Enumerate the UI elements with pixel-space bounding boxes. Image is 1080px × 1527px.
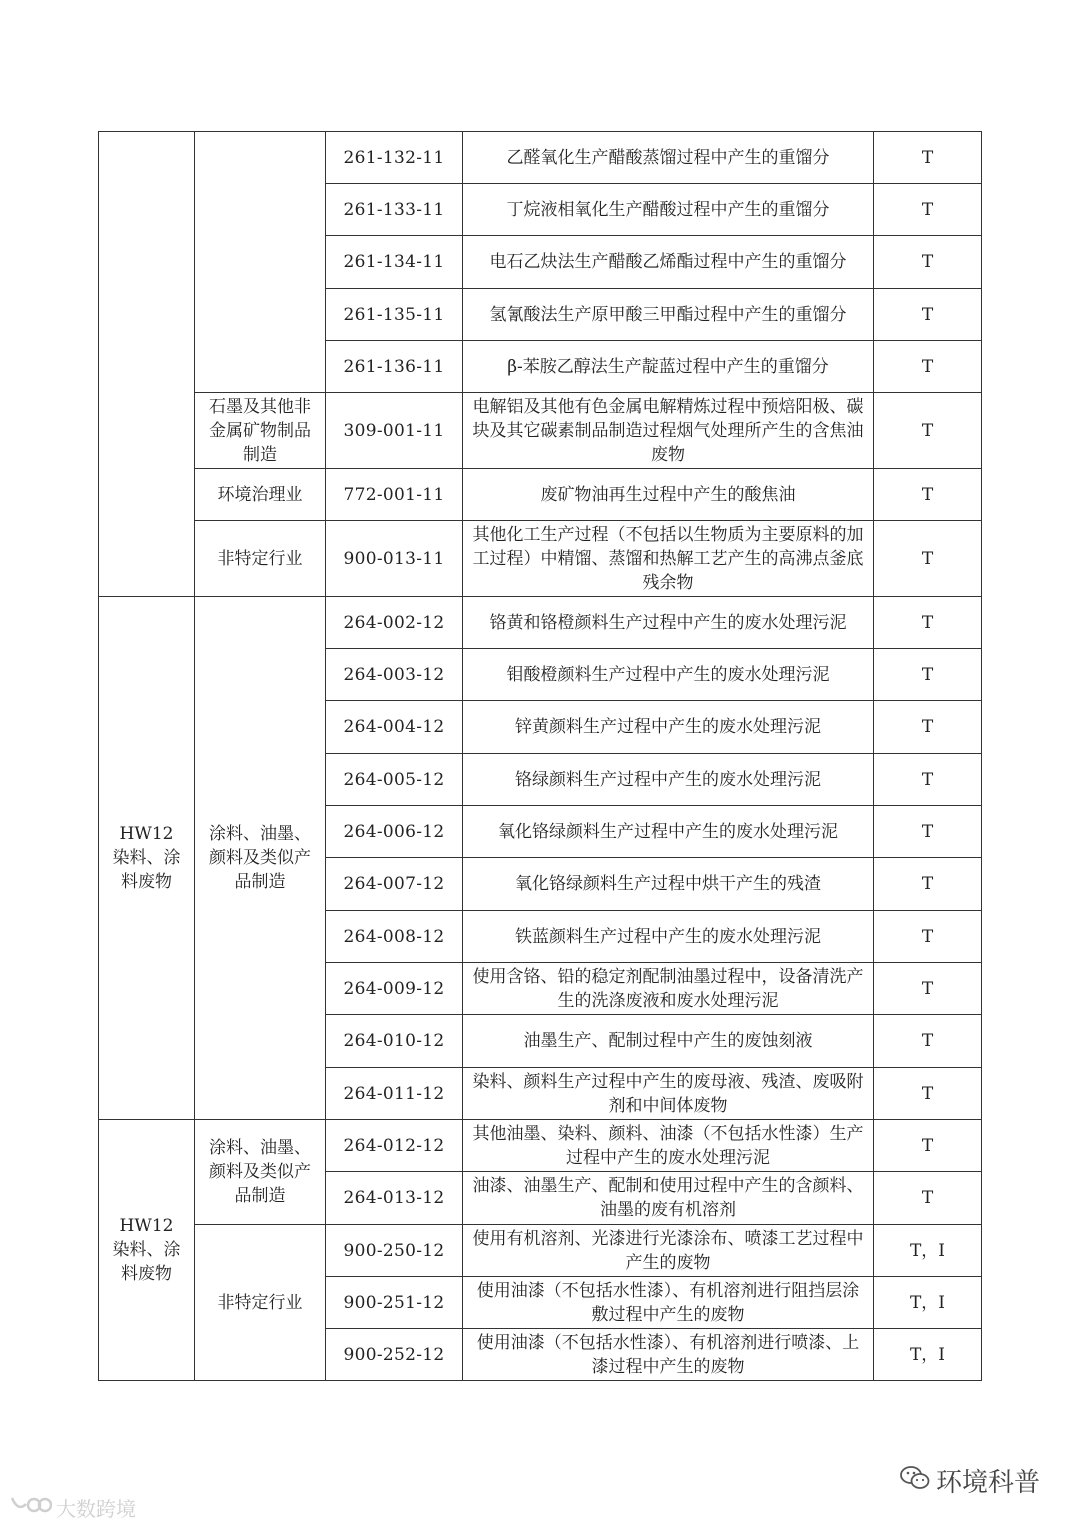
hazard-property: T (874, 1172, 982, 1225)
hazard-property: T (874, 963, 982, 1015)
watermark-brand (8, 1493, 136, 1522)
hazard-property: T (874, 858, 982, 911)
waste-description: 锌黄颜料生产过程中产生的废水处理污泥 (463, 701, 874, 754)
waste-code: 261-135-11 (326, 289, 463, 341)
waste-description: 铬绿颜料生产过程中产生的废水处理污泥 (463, 754, 874, 806)
brand-logo-icon (8, 1494, 52, 1521)
category-code: HW12 (119, 824, 174, 844)
hazard-property: T (874, 132, 982, 184)
waste-code: 264-007-12 (326, 858, 463, 911)
category-cell-hw12 (99, 1120, 195, 1381)
waste-code: 264-010-12 (326, 1015, 463, 1068)
table-row (99, 1120, 982, 1172)
waste-code: 772-001-11 (326, 469, 463, 521)
category-name: 染料、涂料废物 (112, 848, 181, 892)
hazard-property: T (874, 393, 982, 469)
hazard-property: T (874, 469, 982, 521)
waste-code: 900-250-12 (326, 1225, 463, 1277)
hazard-property: T (874, 184, 982, 236)
waste-code: 264-004-12 (326, 701, 463, 754)
hazard-property: T (874, 1015, 982, 1068)
table-row (99, 132, 982, 184)
waste-code: 264-003-12 (326, 649, 463, 701)
waste-code: 264-008-12 (326, 911, 463, 963)
hazard-property: T (874, 236, 982, 289)
waste-code: 900-013-11 (326, 521, 463, 597)
hazard-property: T，I (874, 1225, 982, 1277)
category-name: 染料、涂料废物 (112, 1240, 181, 1284)
waste-description: 铁蓝颜料生产过程中产生的废水处理污泥 (463, 911, 874, 963)
hazard-property: T (874, 1068, 982, 1120)
waste-code: 264-013-12 (326, 1172, 463, 1225)
waste-code: 264-009-12 (326, 963, 463, 1015)
waste-description: β-苯胺乙醇法生产靛蓝过程中产生的重馏分 (463, 341, 874, 393)
watermark-text: 环境科普 (936, 1468, 1041, 1498)
industry-name: 环境治理业 (195, 469, 326, 521)
waste-code: 309-001-11 (326, 393, 463, 469)
waste-code: 264-002-12 (326, 597, 463, 649)
waste-description: 油墨生产、配制过程中产生的废蚀刻液 (463, 1015, 874, 1068)
waste-code: 261-136-11 (326, 341, 463, 393)
waste-code: 264-006-12 (326, 806, 463, 858)
waste-description: 丁烷液相氧化生产醋酸过程中产生的重馏分 (463, 184, 874, 236)
waste-code: 900-251-12 (326, 1277, 463, 1329)
hazard-property: T (874, 597, 982, 649)
hazard-property: T (874, 806, 982, 858)
hazard-property: T (874, 701, 982, 754)
wechat-icon (900, 1465, 930, 1497)
hazardous-waste-table (98, 131, 982, 1381)
waste-description: 废矿物油再生过程中产生的酸焦油 (463, 469, 874, 521)
hazard-property: T (874, 341, 982, 393)
waste-description: 氧化铬绿颜料生产过程中产生的废水处理污泥 (463, 806, 874, 858)
hazard-property: T (874, 911, 982, 963)
industry-name: 非特定行业 (195, 521, 326, 597)
industry-name: 涂料、油墨、颜料及类似产品制造 (195, 597, 326, 1120)
industry-name: 涂料、油墨、颜料及类似产品制造 (195, 1120, 326, 1225)
table-row (99, 393, 982, 469)
waste-description: 电石乙炔法生产醋酸乙烯酯过程中产生的重馏分 (463, 236, 874, 289)
waste-description: 钼酸橙颜料生产过程中产生的废水处理污泥 (463, 649, 874, 701)
hazard-property: T (874, 521, 982, 597)
waste-description: 使用油漆（不包括水性漆）、有机溶剂进行喷漆、上漆过程中产生的废物 (463, 1329, 874, 1381)
waste-code: 261-134-11 (326, 236, 463, 289)
table-row (99, 1225, 982, 1277)
waste-description: 氢氰酸法生产原甲酸三甲酯过程中产生的重馏分 (463, 289, 874, 341)
table-row (99, 521, 982, 597)
hazard-property: T (874, 649, 982, 701)
industry-name: 非特定行业 (195, 1225, 326, 1381)
waste-description: 其他化工生产过程（不包括以生物质为主要原料的加工过程）中精馏、蒸馏和热解工艺产生的高沸点釜底残余物 (463, 521, 874, 597)
waste-code: 264-012-12 (326, 1120, 463, 1172)
table-row (99, 469, 982, 521)
hazard-property: T (874, 289, 982, 341)
category-cell-hw11-continued (99, 132, 195, 597)
waste-description: 乙醛氧化生产醋酸蒸馏过程中产生的重馏分 (463, 132, 874, 184)
watermark-wechat (900, 1462, 1040, 1499)
industry-name: 石墨及其他非金属矿物制品制造 (195, 393, 326, 469)
industry-cell-continued (195, 132, 326, 393)
hazard-property: T，I (874, 1329, 982, 1381)
waste-description: 使用含铬、铅的稳定剂配制油墨过程中，设备清洗产生的洗涤废液和废水处理污泥 (463, 963, 874, 1015)
watermark-text: 大数跨境 (56, 1497, 136, 1521)
waste-description: 使用有机溶剂、光漆进行光漆涂布、喷漆工艺过程中产生的废物 (463, 1225, 874, 1277)
waste-code: 900-252-12 (326, 1329, 463, 1381)
table-row (99, 597, 982, 649)
waste-description: 电解铝及其他有色金属电解精炼过程中预焙阳极、碳块及其它碳素制品制造过程烟气处理所产生的含焦油废物 (463, 393, 874, 469)
category-cell-hw12 (99, 597, 195, 1120)
hazard-property: T (874, 754, 982, 806)
waste-code: 261-132-11 (326, 132, 463, 184)
waste-description: 氧化铬绿颜料生产过程中烘干产生的残渣 (463, 858, 874, 911)
waste-description: 使用油漆（不包括水性漆）、有机溶剂进行阻挡层涂敷过程中产生的废物 (463, 1277, 874, 1329)
waste-code: 264-011-12 (326, 1068, 463, 1120)
waste-description: 铬黄和铬橙颜料生产过程中产生的废水处理污泥 (463, 597, 874, 649)
waste-code: 261-133-11 (326, 184, 463, 236)
waste-description: 油漆、油墨生产、配制和使用过程中产生的含颜料、油墨的废有机溶剂 (463, 1172, 874, 1225)
waste-description: 其他油墨、染料、颜料、油漆（不包括水性漆）生产过程中产生的废水处理污泥 (463, 1120, 874, 1172)
hazard-property: T (874, 1120, 982, 1172)
waste-code: 264-005-12 (326, 754, 463, 806)
category-code: HW12 (119, 1216, 174, 1236)
waste-description: 染料、颜料生产过程中产生的废母液、残渣、废吸附剂和中间体废物 (463, 1068, 874, 1120)
hazard-property: T，I (874, 1277, 982, 1329)
